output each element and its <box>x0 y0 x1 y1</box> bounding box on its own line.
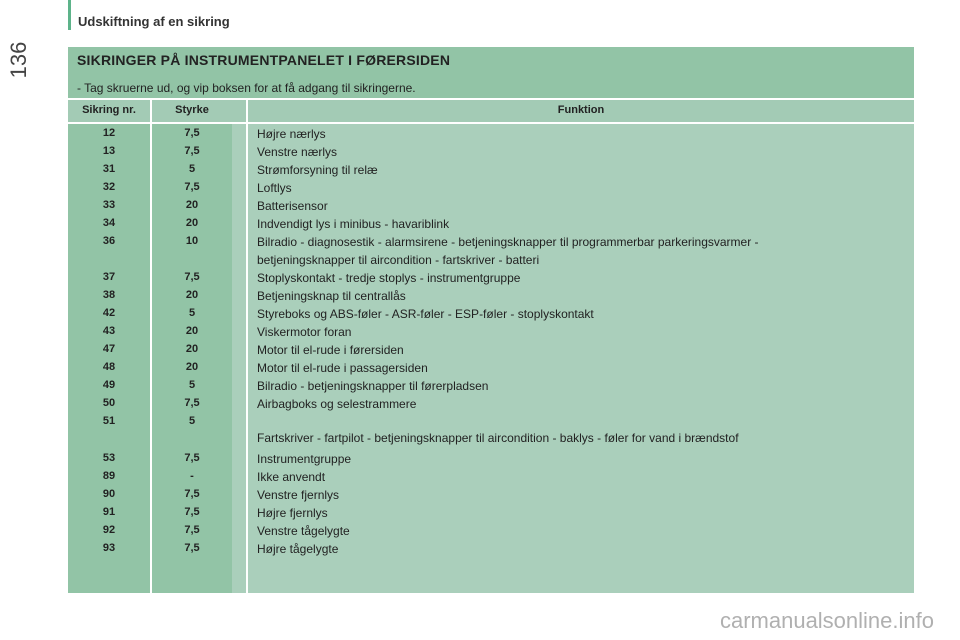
fuse-number: 12 <box>102 127 116 139</box>
fuse-rating: 5 <box>188 163 196 175</box>
fuse-number: 93 <box>102 542 116 554</box>
fuse-table-body <box>68 125 914 558</box>
fuse-number: 43 <box>102 325 116 337</box>
table-row <box>68 377 914 395</box>
fuse-number: 90 <box>102 488 116 500</box>
table-row <box>68 143 914 161</box>
fuse-number: 42 <box>102 307 116 319</box>
table-row <box>68 341 914 359</box>
table-row <box>68 269 914 287</box>
fuse-rating: 7,5 <box>184 145 200 157</box>
table-row <box>68 486 914 504</box>
fuse-number: 36 <box>102 235 116 247</box>
fuse-rating: 20 <box>185 361 199 373</box>
fuse-number: 31 <box>102 163 116 175</box>
fuse-rating: 20 <box>185 217 199 229</box>
fuse-rating: 7,5 <box>184 542 200 554</box>
fuse-rating: 7,5 <box>184 397 200 409</box>
fuse-number: 32 <box>102 181 116 193</box>
fuse-function-line: Bilradio - diagnosestik - alarmsirene - betjeningsknapper til programmerbar parkeringsvarmer - <box>257 235 759 249</box>
fuse-function: Stoplyskontakt - tredje stoplys - instrumentgruppe <box>257 271 521 285</box>
fuse-rating: 7,5 <box>184 524 200 536</box>
table-row <box>68 179 914 197</box>
fuse-function: Bilradio - betjeningsknapper til førerpladsen <box>257 379 489 393</box>
fuse-rating: 7,5 <box>184 488 200 500</box>
fuse-function-line: betjeningsknapper til aircondition - fartskriver - batteri <box>257 253 540 267</box>
header-funktion: Funktion <box>557 104 605 116</box>
fuse-function: Motor til el-rude i passagersiden <box>257 361 428 375</box>
section-title: Udskiftning af en sikring <box>78 14 230 29</box>
fuse-function: Venstre tågelygte <box>257 524 350 538</box>
table-row <box>68 395 914 413</box>
fuse-function: Batterisensor <box>257 199 328 213</box>
fuse-function: Venstre fjernlys <box>257 488 340 502</box>
fuse-rating: 20 <box>185 325 199 337</box>
table-row <box>68 197 914 215</box>
fuse-rating: 20 <box>185 343 199 355</box>
table-row <box>68 359 914 377</box>
fuse-number: 33 <box>102 199 116 211</box>
table-row <box>68 233 914 269</box>
fuse-function: Loftlys <box>257 181 292 195</box>
header-styrke: Styrke <box>175 104 209 116</box>
fuse-function: Ikke anvendt <box>257 470 326 484</box>
fuse-number: 48 <box>102 361 116 373</box>
fuse-rating: 7,5 <box>184 181 200 193</box>
table-row <box>68 215 914 233</box>
header-bottom-divider <box>68 122 914 124</box>
fuse-number: 47 <box>102 343 116 355</box>
fuse-function: Indvendigt lys i minibus - havariblink <box>257 217 450 231</box>
header-sikring-nr: Sikring nr. <box>82 104 136 116</box>
fuse-function: Instrumentgruppe <box>257 452 352 466</box>
table-row <box>68 450 914 468</box>
fuse-rating: 20 <box>185 289 199 301</box>
fuse-function-line: Fartskriver - fartpilot - betjeningsknapper til aircondition - baklys - føler for vand i brændstof <box>257 430 739 445</box>
fuse-panel <box>68 47 914 593</box>
table-row <box>68 161 914 179</box>
fuse-rating: 20 <box>185 199 199 211</box>
fuse-function: Højre fjernlys <box>257 506 328 520</box>
fuse-function: Venstre nærlys <box>257 145 338 159</box>
fuse-function <box>257 233 907 269</box>
fuse-number: 34 <box>102 217 116 229</box>
section-accent-bar <box>68 0 71 30</box>
table-row <box>68 468 914 486</box>
header-top-divider <box>68 98 914 100</box>
fuse-rating: 7,5 <box>184 127 200 139</box>
table-row <box>68 125 914 143</box>
fuse-number: 89 <box>102 470 116 482</box>
panel-instruction: - Tag skruerne ud, og vip boksen for at få adgang til sikringerne. <box>77 81 416 95</box>
fuse-number: 50 <box>102 397 116 409</box>
fuse-function: Strømforsyning til relæ <box>257 163 378 177</box>
table-header <box>68 99 914 122</box>
watermark: carmanualsonline.info <box>719 608 934 633</box>
table-row <box>68 287 914 305</box>
fuse-number: 92 <box>102 524 116 536</box>
fuse-number: 38 <box>102 289 116 301</box>
table-row <box>68 504 914 522</box>
page-number: 136 <box>6 41 31 79</box>
fuse-number: 13 <box>102 145 116 157</box>
fuse-rating: 5 <box>188 379 196 391</box>
table-row <box>68 522 914 540</box>
fuse-function: Viskermotor foran <box>257 325 352 339</box>
fuse-rating: 7,5 <box>184 271 200 283</box>
fuse-number: 37 <box>102 271 116 283</box>
table-row <box>68 323 914 341</box>
fuse-number: 91 <box>102 506 116 518</box>
fuse-function: Højre tågelygte <box>257 542 339 556</box>
fuse-rating: 7,5 <box>184 506 200 518</box>
table-row <box>68 413 914 450</box>
fuse-function: Styreboks og ABS-føler - ASR-føler - ESP-føler - stoplyskontakt <box>257 307 594 321</box>
fuse-function: Motor til el-rude i førersiden <box>257 343 404 357</box>
fuse-function: Højre nærlys <box>257 127 326 141</box>
fuse-rating: 10 <box>185 235 199 247</box>
fuse-function: Betjeningsknap til centrallås <box>257 289 406 303</box>
fuse-rating: 5 <box>188 307 196 319</box>
panel-title: SIKRINGER PÅ INSTRUMENTPANELET I FØRERSIDEN <box>77 52 451 68</box>
table-row <box>68 305 914 323</box>
fuse-rating: - <box>190 470 194 482</box>
fuse-rating: 5 <box>188 415 196 427</box>
fuse-function: Airbagboks og selestrammere <box>257 397 417 411</box>
fuse-number: 53 <box>102 452 116 464</box>
table-row <box>68 540 914 558</box>
fuse-number: 51 <box>102 415 116 427</box>
fuse-number: 49 <box>102 379 116 391</box>
panel-header <box>68 47 914 98</box>
fuse-rating: 7,5 <box>184 452 200 464</box>
